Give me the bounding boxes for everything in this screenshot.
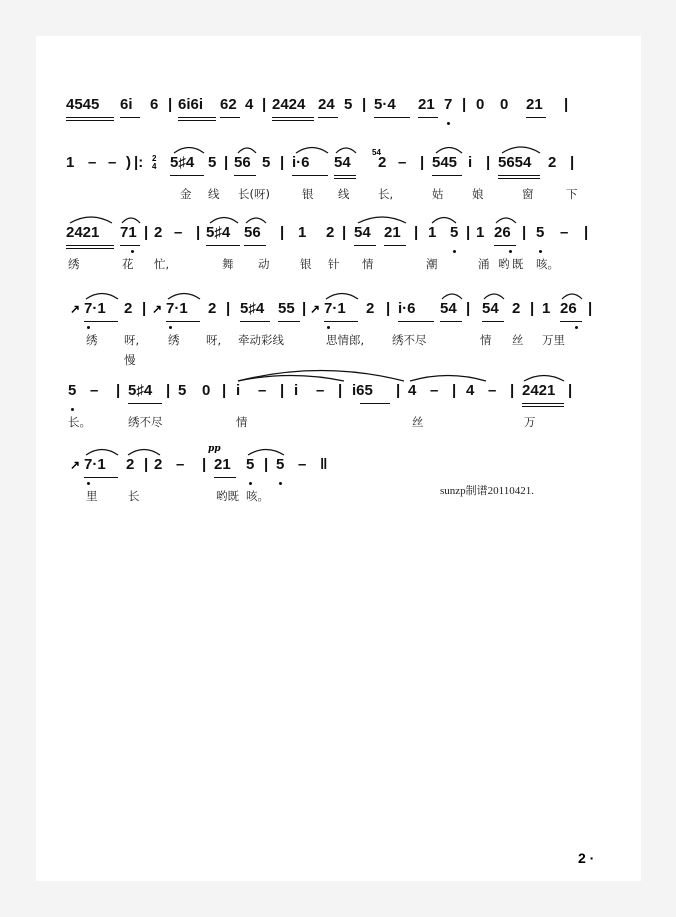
underline — [418, 117, 438, 118]
underline — [324, 321, 358, 322]
lyric: 里 — [86, 489, 98, 503]
note: 5 — [344, 96, 353, 113]
lyric: 万 — [524, 415, 536, 429]
underline — [214, 477, 236, 478]
dash: – — [176, 456, 185, 473]
dash: – — [560, 224, 569, 241]
octave-dot — [447, 122, 450, 125]
repeat-sign: |: — [134, 154, 144, 171]
barline: | — [202, 456, 207, 473]
note-group: 54 — [440, 300, 457, 317]
barline: | — [196, 224, 201, 241]
lyric: 娘 — [472, 187, 484, 201]
barline: | — [466, 224, 471, 241]
barline: | — [588, 300, 593, 317]
slur — [68, 214, 114, 224]
note-group: 7·1 — [84, 456, 106, 473]
note-group: 62 — [220, 96, 237, 113]
note-group: 26 — [560, 300, 577, 317]
note: 2 — [154, 224, 163, 241]
barline: | — [486, 154, 491, 171]
note-group: 21 — [526, 96, 543, 113]
dash: – — [258, 382, 267, 399]
underline — [522, 406, 564, 407]
note-group: 5♯4 — [206, 224, 231, 241]
octave-dot — [87, 326, 90, 329]
underline — [398, 321, 434, 322]
glide-arrow-icon: ↗ — [310, 302, 321, 316]
underline — [128, 403, 162, 404]
lyric: 下 — [566, 187, 578, 201]
underline — [120, 245, 140, 246]
note-group: 7·1 — [166, 300, 188, 317]
lyric: 丝 — [412, 415, 424, 429]
slur — [236, 144, 258, 154]
underline — [360, 403, 390, 404]
slur — [430, 214, 458, 224]
note-group: 2421 — [66, 224, 100, 241]
octave-dot — [131, 250, 134, 253]
slur — [482, 290, 506, 300]
lyric: 既 — [512, 257, 524, 271]
lyric: 长 — [128, 489, 140, 503]
lyric: 忙, — [154, 257, 170, 271]
note-group: 6i6i — [178, 96, 204, 113]
lyric: 舞 — [222, 257, 234, 271]
score-page — [36, 36, 641, 881]
lyric: 绣 — [86, 333, 98, 347]
glide-arrow-icon: ↗ — [70, 302, 81, 316]
note-group: 4545 — [66, 96, 100, 113]
note-group: i·6 — [398, 300, 416, 317]
barline: | — [226, 300, 231, 317]
octave-dot — [169, 326, 172, 329]
underline — [244, 245, 266, 246]
octave-dot — [71, 408, 74, 411]
slur — [324, 290, 360, 300]
rest: 0 — [500, 96, 509, 113]
lyric: 金 — [180, 187, 192, 201]
slur — [84, 290, 120, 300]
lyric: 呀, — [206, 333, 222, 347]
slur — [408, 372, 488, 382]
note: 2 — [378, 154, 387, 171]
underline — [494, 245, 516, 246]
slur — [208, 214, 240, 224]
glide-arrow-icon: ↗ — [152, 302, 163, 316]
note-group: 7·1 — [324, 300, 346, 317]
note: 5 — [178, 382, 187, 399]
slur — [500, 144, 542, 154]
slur — [334, 144, 358, 154]
barline: | — [452, 382, 457, 399]
barline: | — [564, 96, 569, 113]
dash: – — [398, 154, 407, 171]
underline — [166, 321, 200, 322]
final-barline: ‖ — [320, 456, 328, 473]
octave-dot — [279, 482, 282, 485]
barline: | — [264, 456, 269, 473]
lyric: 绣 — [168, 333, 180, 347]
slur — [120, 214, 142, 224]
slur — [126, 446, 162, 456]
note: 2 — [326, 224, 335, 241]
lyric: 针 — [328, 257, 340, 271]
barline: | — [116, 382, 121, 399]
lyric: 银 — [302, 187, 314, 201]
underline — [384, 245, 406, 246]
slur — [172, 144, 206, 154]
note-group: 21 — [384, 224, 401, 241]
octave-dot — [509, 250, 512, 253]
lyric: 长。 — [68, 415, 91, 429]
underline — [170, 175, 204, 176]
note-group: 6i — [120, 96, 133, 113]
underline — [66, 245, 114, 246]
bracket: ) — [126, 154, 131, 171]
note: 5 — [536, 224, 545, 241]
barline: | — [262, 96, 267, 113]
note-group: 545 — [432, 154, 458, 171]
underline — [84, 321, 118, 322]
note: 5 — [246, 456, 255, 473]
barline: | — [386, 300, 391, 317]
dash: – — [488, 382, 497, 399]
note: 2 — [154, 456, 163, 473]
time-signature: 2 4 — [152, 154, 157, 171]
dash: – — [108, 154, 117, 171]
barline: | — [462, 96, 467, 113]
slur — [440, 290, 464, 300]
underline — [120, 117, 140, 118]
underline — [334, 178, 356, 179]
note: 1 — [298, 224, 307, 241]
slur — [236, 372, 346, 382]
dash: – — [174, 224, 183, 241]
underline — [374, 117, 410, 118]
glide-arrow-icon: ↗ — [70, 458, 81, 472]
lyric: 绣不尽 — [128, 415, 163, 429]
barline: | — [166, 382, 171, 399]
note: 1 — [66, 154, 75, 171]
octave-dot — [327, 326, 330, 329]
note-group: 5·4 — [374, 96, 396, 113]
dash: – — [316, 382, 325, 399]
lyric: 情 — [236, 415, 248, 429]
note: 2 — [512, 300, 521, 317]
lyric: 线 — [208, 187, 220, 201]
underline — [234, 175, 256, 176]
underline — [66, 120, 114, 121]
lyric: 长, — [378, 187, 394, 201]
underline — [292, 175, 328, 176]
underline — [66, 117, 114, 118]
lyric: 情 — [362, 257, 374, 271]
slur — [494, 214, 518, 224]
lyric: 线 — [338, 187, 350, 201]
note-group: 56 — [244, 224, 261, 241]
note: i — [468, 154, 473, 171]
note-group: 24 — [318, 96, 335, 113]
dynamic-mark: pp — [208, 444, 221, 454]
note: i — [294, 382, 299, 399]
lyric: 哟 — [498, 257, 510, 271]
note-group: 21 — [418, 96, 435, 113]
underline — [220, 117, 240, 118]
note: 5 — [208, 154, 217, 171]
barline: | — [338, 382, 343, 399]
note-group: 7·1 — [84, 300, 106, 317]
slur — [560, 290, 584, 300]
underline — [178, 120, 216, 121]
underline — [334, 175, 356, 176]
note-group: 26 — [494, 224, 511, 241]
underline — [84, 477, 118, 478]
barline: | — [302, 300, 307, 317]
lyric: 姑 — [432, 187, 444, 201]
note-group: i·6 — [292, 154, 310, 171]
note-group: 71 — [120, 224, 137, 241]
dash: – — [430, 382, 439, 399]
note: 2 — [366, 300, 375, 317]
note: 7 — [444, 96, 453, 113]
underline — [522, 403, 564, 404]
note: 5 — [262, 154, 271, 171]
page-number: 2 · — [578, 850, 595, 866]
rest: 0 — [476, 96, 485, 113]
note: 2 — [126, 456, 135, 473]
grace-note: 54 — [372, 148, 381, 157]
note: 4 — [408, 382, 417, 399]
underline — [498, 175, 540, 176]
transcriber-credit: sunzp制谱20110421. — [440, 485, 535, 497]
lyric: 思情郎, — [326, 333, 365, 347]
lyric: 绣 — [68, 257, 80, 271]
octave-dot — [575, 326, 578, 329]
note: 1 — [476, 224, 485, 241]
barline: | — [224, 154, 229, 171]
barline: | — [168, 96, 173, 113]
barline: | — [522, 224, 527, 241]
barline: | — [280, 382, 285, 399]
lyric: 银 — [300, 257, 312, 271]
barline: | — [342, 224, 347, 241]
barline: | — [466, 300, 471, 317]
underline — [560, 321, 582, 322]
lyric: 丝 — [512, 333, 524, 347]
slur — [522, 372, 566, 382]
lyric: 潮 — [426, 257, 438, 271]
note-group: 5♯4 — [240, 300, 265, 317]
barline: | — [280, 154, 285, 171]
slur — [434, 144, 464, 154]
underline — [498, 178, 540, 179]
note: 4 — [245, 96, 254, 113]
note-group: 56 — [234, 154, 251, 171]
underline — [482, 321, 504, 322]
note: 4 — [466, 382, 475, 399]
underline — [432, 175, 462, 176]
barline: | — [144, 224, 149, 241]
note-group: 55 — [278, 300, 295, 317]
underline — [178, 117, 216, 118]
note: 2 — [124, 300, 133, 317]
note: 5 — [68, 382, 77, 399]
note-group: 2424 — [272, 96, 306, 113]
octave-dot — [87, 482, 90, 485]
underline — [318, 117, 338, 118]
underline — [272, 117, 314, 118]
lyric: 万里 — [542, 333, 565, 347]
barline: | — [142, 300, 147, 317]
lyric: 咳。 — [246, 489, 269, 503]
lyric: 咳。 — [536, 257, 559, 271]
note: 5 — [276, 456, 285, 473]
barline: | — [584, 224, 589, 241]
lyric: 动 — [258, 257, 270, 271]
note: 2 — [208, 300, 217, 317]
tempo-mark: 慢 — [124, 353, 136, 367]
rest: 0 — [202, 382, 211, 399]
underline — [526, 117, 546, 118]
lyric: 哟既 — [216, 489, 239, 503]
barline: | — [362, 96, 367, 113]
lyric: 花 — [122, 257, 134, 271]
barline: | — [396, 382, 401, 399]
slur — [294, 144, 330, 154]
underline — [206, 245, 240, 246]
dash: – — [298, 456, 307, 473]
octave-dot — [249, 482, 252, 485]
slur — [244, 214, 268, 224]
octave-dot — [453, 250, 456, 253]
note-group: i65 — [352, 382, 373, 399]
barline: | — [420, 154, 425, 171]
underline — [278, 321, 300, 322]
note: 1 — [428, 224, 437, 241]
note-group: 2421 — [522, 382, 556, 399]
underline — [440, 321, 462, 322]
slur — [166, 290, 202, 300]
slur — [246, 446, 286, 456]
lyric: 呀, — [124, 333, 140, 347]
note-group: 5654 — [498, 154, 532, 171]
barline: | — [144, 456, 149, 473]
note-group: 21 — [214, 456, 231, 473]
lyric: 长(呀) — [238, 187, 270, 201]
barline: | — [510, 382, 515, 399]
note-group: 5♯4 — [128, 382, 153, 399]
note: 6 — [150, 96, 159, 113]
note-group: 5♯4 — [170, 154, 195, 171]
slur — [356, 214, 408, 224]
barline: | — [530, 300, 535, 317]
lyric: 情 — [480, 333, 492, 347]
underline — [66, 248, 114, 249]
note-group: 54 — [482, 300, 499, 317]
dash: – — [90, 382, 99, 399]
barline: | — [568, 382, 573, 399]
dash: – — [88, 154, 97, 171]
underline — [354, 245, 376, 246]
note-group: 54 — [334, 154, 351, 171]
octave-dot — [539, 250, 542, 253]
lyric: 涌 — [478, 257, 490, 271]
note: i — [236, 382, 241, 399]
barline: | — [222, 382, 227, 399]
note-group: 54 — [354, 224, 371, 241]
barline: | — [570, 154, 575, 171]
note: 1 — [542, 300, 551, 317]
lyric: 窗 — [522, 187, 534, 201]
barline: | — [280, 224, 285, 241]
underline — [272, 120, 314, 121]
lyric: 绣不尽 — [392, 333, 427, 347]
note: 5 — [450, 224, 459, 241]
lyric: 牵动彩线 — [238, 333, 284, 347]
underline — [240, 321, 270, 322]
slur — [84, 446, 120, 456]
note: 2 — [548, 154, 557, 171]
barline: | — [414, 224, 419, 241]
